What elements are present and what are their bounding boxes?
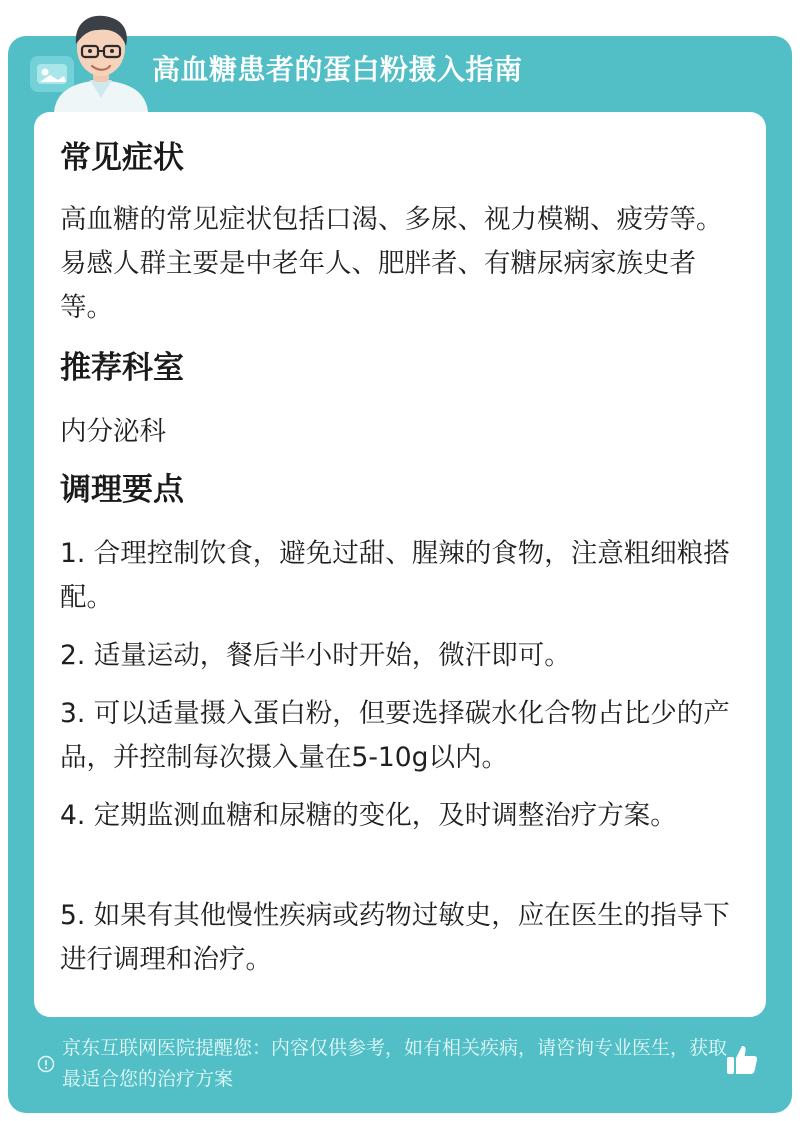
- department-heading: 推荐科室: [60, 350, 184, 386]
- footer-notice: 京东互联网医院提醒您：内容仅供参考，如有相关疾病，请咨询专业医生，获取最适合您的治疗方案: [62, 1037, 728, 1090]
- symptoms-heading: 常见症状: [60, 140, 184, 176]
- care-item-2: 2. 适量运动，餐后半小时开始，微汗即可。: [60, 640, 571, 671]
- care-item-5: 5. 如果有其他慢性疾病或药物过敏史，应在医生的指导下进行调理和治疗。: [60, 900, 730, 975]
- symptoms-text: 高血糖的常见症状包括口渴、多尿、视力模糊、疲劳等。易感人群主要是中老年人、肥胖者、有糖尿病家族史者等。: [60, 204, 723, 323]
- page-title: 高血糖患者的蛋白粉摄入指南: [152, 53, 523, 86]
- care-item-1: 1. 合理控制饮食，避免过甜、腥辣的食物，注意粗细粮搭配。: [60, 538, 730, 613]
- content-card: [34, 112, 766, 1017]
- care-item-3: 3. 可以适量摄入蛋白粉，但要选择碳水化合物占比少的产品，并控制每次摄入量在5-10g以内。: [60, 698, 730, 773]
- info-icon: [37, 1055, 55, 1073]
- doctor-avatar-icon: [46, 8, 156, 112]
- care-heading: 调理要点: [60, 472, 184, 508]
- thumbs-up-icon[interactable]: [724, 1042, 760, 1078]
- care-item-4: 4. 定期监测血糖和尿糖的变化，及时调整治疗方案。: [60, 800, 677, 831]
- department-text: 内分泌科: [60, 416, 166, 447]
